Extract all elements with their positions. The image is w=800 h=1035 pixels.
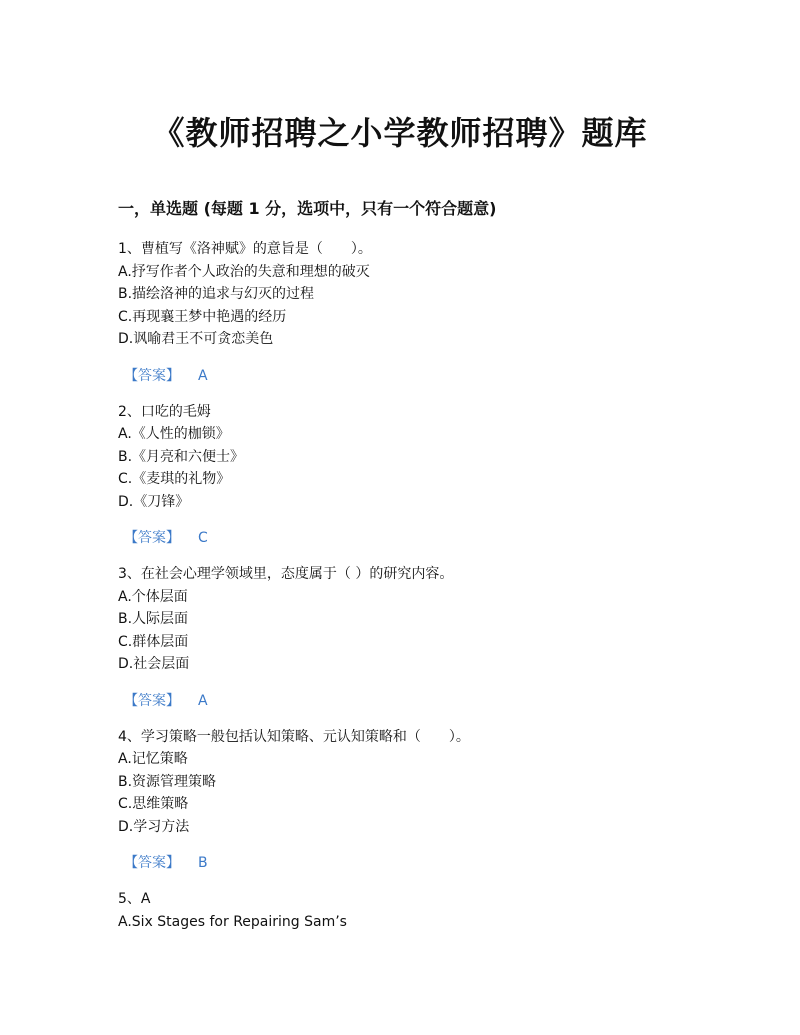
option-d: D.讽喻君王不可贪恋美色 <box>118 331 274 347</box>
answer-value: A <box>198 367 208 384</box>
section-heading: 一，单选题 (每题 1 分，选项中，只有一个符合题意) <box>118 199 497 218</box>
option-c: C.《麦琪的礼物》 <box>118 471 231 487</box>
answer-line <box>118 365 718 387</box>
question-stem: 3、在社会心理学领域里，态度属于（ ）的研究内容。 <box>118 566 454 582</box>
answer-line <box>118 852 718 874</box>
answer-label: 【答案】 <box>124 367 180 384</box>
answer-label: 【答案】 <box>124 530 180 546</box>
option-c: C.再现襄王梦中艳遇的经历 <box>118 308 287 325</box>
option-a: A.记忆策略 <box>118 751 188 767</box>
answer-line <box>118 527 718 549</box>
question-stem: 1、曹植写《洛神赋》的意旨是（ ）。 <box>118 241 372 257</box>
answer-label: 【答案】 <box>124 692 180 709</box>
option-a: A.Six Stages for Repairing Sam’s <box>118 913 347 930</box>
option-b: B.人际层面 <box>118 611 189 627</box>
question-item <box>118 401 718 550</box>
option-d: D.《刀锋》 <box>118 493 190 510</box>
answer-line <box>118 690 718 712</box>
answer-value: C <box>198 530 208 546</box>
question-item <box>118 726 718 875</box>
option-c: C.思维策略 <box>118 796 189 812</box>
option-d: D.社会层面 <box>118 656 190 672</box>
question-stem: 4、学习策略一般包括认知策略、元认知策略和（ ）。 <box>118 728 470 745</box>
option-a: A.抒写作者个人政治的失意和理想的破灭 <box>118 263 370 280</box>
question-stem: 2、口吃的毛姆 <box>118 403 211 420</box>
option-b: B.《月亮和六便士》 <box>118 448 245 465</box>
answer-value: B <box>198 855 208 871</box>
option-a: A.《人性的枷锁》 <box>118 426 230 442</box>
question-list <box>118 238 718 947</box>
answer-value: A <box>198 692 208 709</box>
option-a: A.个体层面 <box>118 588 188 605</box>
option-c: C.群体层面 <box>118 633 189 650</box>
question-item <box>118 888 718 933</box>
question-item <box>118 563 718 712</box>
option-d: D.学习方法 <box>118 818 190 835</box>
answer-label: 【答案】 <box>124 855 180 871</box>
document-title: 《教师招聘之小学教师招聘》题库 <box>152 114 648 152</box>
question-stem: 5、A <box>118 891 151 907</box>
option-b: B.资源管理策略 <box>118 773 217 790</box>
option-b: B.描绘洛神的追求与幻灭的过程 <box>118 286 315 302</box>
question-item <box>118 238 718 387</box>
